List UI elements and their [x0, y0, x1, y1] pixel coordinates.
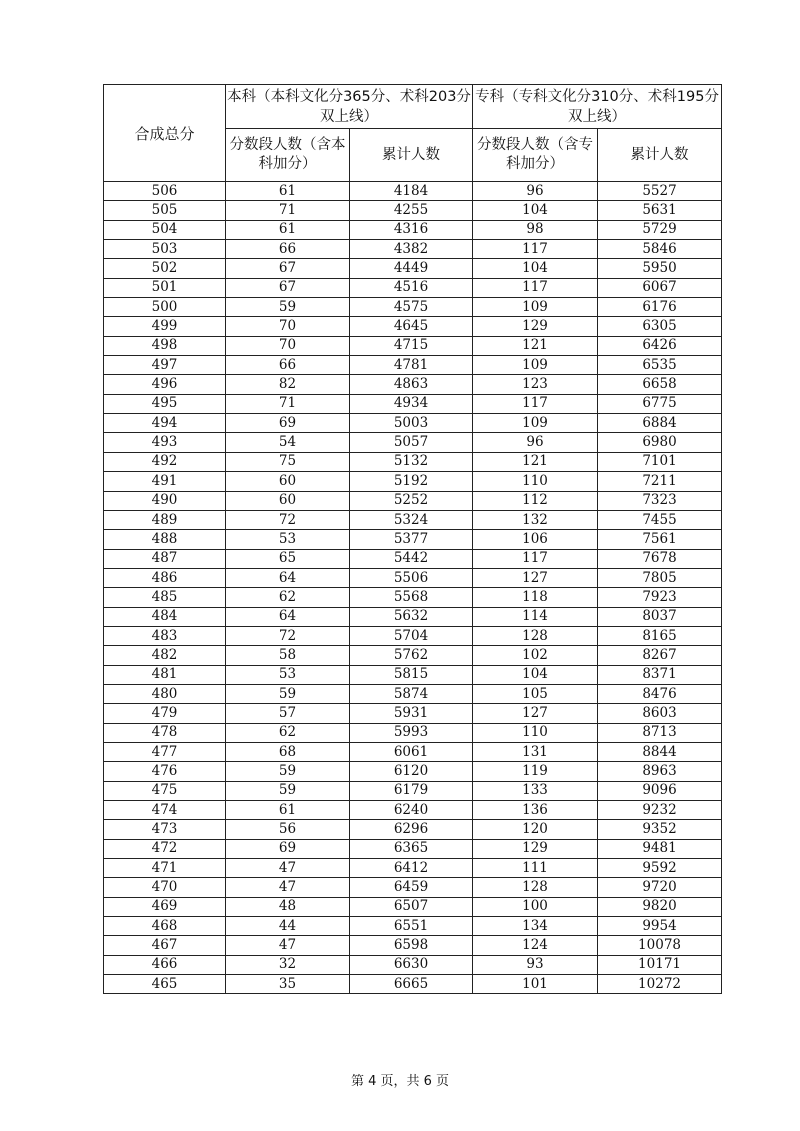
table-row [104, 220, 722, 239]
table-row [104, 491, 722, 510]
junior-college-cumulative-cell: 9481 [598, 839, 722, 858]
page-footer: 第 4 页，共 6 页 [350, 1074, 450, 1089]
junior-college-count-cell: 117 [473, 278, 598, 297]
score-cell: 474 [104, 801, 226, 820]
score-cell: 467 [104, 936, 226, 955]
undergraduate-cumulative-cell: 4575 [350, 298, 473, 317]
undergraduate-count-cell: 59 [226, 684, 350, 703]
undergraduate-count-cell: 47 [226, 859, 350, 878]
junior-college-count-cell: 109 [473, 414, 598, 433]
undergraduate-count-cell: 64 [226, 607, 350, 626]
table-row [104, 607, 722, 626]
undergraduate-count-cell: 47 [226, 936, 350, 955]
junior-college-cumulative-cell: 7678 [598, 549, 722, 568]
score-cell: 485 [104, 588, 226, 607]
undergraduate-cumulative-cell: 4645 [350, 317, 473, 336]
table-row [104, 955, 722, 974]
junior-college-cumulative-cell: 5846 [598, 240, 722, 259]
undergraduate-cumulative-cell: 5874 [350, 684, 473, 703]
junior-college-cumulative-cell: 6067 [598, 278, 722, 297]
junior-college-cumulative-cell: 5527 [598, 182, 722, 201]
junior-college-count-cell: 117 [473, 240, 598, 259]
undergraduate-count-cell: 66 [226, 240, 350, 259]
undergraduate-count-cell: 57 [226, 704, 350, 723]
junior-college-count-cell: 133 [473, 781, 598, 800]
junior-college-cumulative-cell: 10078 [598, 936, 722, 955]
table-row [104, 452, 722, 471]
header-junior-college-count: 分数段人数（含专科加分） [473, 129, 598, 182]
table-row [104, 917, 722, 936]
junior-college-count-cell: 110 [473, 472, 598, 491]
junior-college-cumulative-cell: 8603 [598, 704, 722, 723]
undergraduate-count-cell: 67 [226, 278, 350, 297]
undergraduate-count-cell: 68 [226, 742, 350, 761]
junior-college-count-cell: 127 [473, 568, 598, 587]
junior-college-count-cell: 114 [473, 607, 598, 626]
table-row [104, 568, 722, 587]
undergraduate-cumulative-cell: 6551 [350, 917, 473, 936]
undergraduate-count-cell: 72 [226, 510, 350, 529]
undergraduate-count-cell: 59 [226, 781, 350, 800]
table-row [104, 897, 722, 916]
table-row [104, 394, 722, 413]
table-row [104, 356, 722, 375]
score-cell: 499 [104, 317, 226, 336]
junior-college-cumulative-cell: 9352 [598, 820, 722, 839]
undergraduate-cumulative-cell: 5442 [350, 549, 473, 568]
undergraduate-cumulative-cell: 5003 [350, 414, 473, 433]
score-cell: 472 [104, 839, 226, 858]
table-row [104, 588, 722, 607]
junior-college-cumulative-cell: 5950 [598, 259, 722, 278]
table-row [104, 936, 722, 955]
score-cell: 497 [104, 356, 226, 375]
score-cell: 465 [104, 975, 226, 994]
junior-college-cumulative-cell: 6535 [598, 356, 722, 375]
table-row [104, 684, 722, 703]
score-cell: 482 [104, 646, 226, 665]
undergraduate-cumulative-cell: 5192 [350, 472, 473, 491]
undergraduate-count-cell: 32 [226, 955, 350, 974]
undergraduate-count-cell: 53 [226, 530, 350, 549]
undergraduate-cumulative-cell: 4781 [350, 356, 473, 375]
header-total-score: 合成总分 [104, 85, 226, 182]
score-cell: 494 [104, 414, 226, 433]
table-row [104, 278, 722, 297]
undergraduate-cumulative-cell: 5762 [350, 646, 473, 665]
junior-college-count-cell: 124 [473, 936, 598, 955]
junior-college-count-cell: 132 [473, 510, 598, 529]
junior-college-cumulative-cell: 7805 [598, 568, 722, 587]
undergraduate-count-cell: 61 [226, 220, 350, 239]
score-cell: 493 [104, 433, 226, 452]
junior-college-cumulative-cell: 5729 [598, 220, 722, 239]
table-row [104, 859, 722, 878]
undergraduate-count-cell: 70 [226, 336, 350, 355]
undergraduate-count-cell: 75 [226, 452, 350, 471]
table-row [104, 298, 722, 317]
undergraduate-cumulative-cell: 6459 [350, 878, 473, 897]
junior-college-count-cell: 128 [473, 878, 598, 897]
junior-college-count-cell: 96 [473, 182, 598, 201]
undergraduate-count-cell: 56 [226, 820, 350, 839]
undergraduate-cumulative-cell: 4934 [350, 394, 473, 413]
undergraduate-cumulative-cell: 5993 [350, 723, 473, 742]
score-cell: 473 [104, 820, 226, 839]
junior-college-cumulative-cell: 6176 [598, 298, 722, 317]
junior-college-count-cell: 129 [473, 317, 598, 336]
table-row [104, 317, 722, 336]
score-cell: 504 [104, 220, 226, 239]
undergraduate-count-cell: 64 [226, 568, 350, 587]
junior-college-count-cell: 98 [473, 220, 598, 239]
undergraduate-cumulative-cell: 5931 [350, 704, 473, 723]
table-body [104, 182, 722, 994]
junior-college-cumulative-cell: 9232 [598, 801, 722, 820]
table-row [104, 742, 722, 761]
table-row [104, 201, 722, 220]
undergraduate-count-cell: 69 [226, 839, 350, 858]
junior-college-count-cell: 106 [473, 530, 598, 549]
junior-college-cumulative-cell: 7323 [598, 491, 722, 510]
undergraduate-count-cell: 53 [226, 665, 350, 684]
table-row [104, 259, 722, 278]
score-cell: 505 [104, 201, 226, 220]
junior-college-count-cell: 118 [473, 588, 598, 607]
junior-college-count-cell: 101 [473, 975, 598, 994]
table-row [104, 472, 722, 491]
undergraduate-count-cell: 61 [226, 182, 350, 201]
table-row [104, 646, 722, 665]
score-cell: 489 [104, 510, 226, 529]
table-row [104, 433, 722, 452]
header-undergraduate-cumulative: 累计人数 [350, 129, 473, 182]
table-row [104, 530, 722, 549]
score-cell: 506 [104, 182, 226, 201]
undergraduate-cumulative-cell: 4382 [350, 240, 473, 259]
undergraduate-cumulative-cell: 4316 [350, 220, 473, 239]
undergraduate-cumulative-cell: 4184 [350, 182, 473, 201]
junior-college-cumulative-cell: 9096 [598, 781, 722, 800]
undergraduate-cumulative-cell: 6365 [350, 839, 473, 858]
junior-college-cumulative-cell: 5631 [598, 201, 722, 220]
undergraduate-cumulative-cell: 6061 [350, 742, 473, 761]
undergraduate-count-cell: 65 [226, 549, 350, 568]
score-cell: 498 [104, 336, 226, 355]
score-cell: 471 [104, 859, 226, 878]
score-cell: 496 [104, 375, 226, 394]
junior-college-count-cell: 104 [473, 665, 598, 684]
table-row [104, 801, 722, 820]
undergraduate-cumulative-cell: 4863 [350, 375, 473, 394]
junior-college-cumulative-cell: 6305 [598, 317, 722, 336]
table-row [104, 781, 722, 800]
score-cell: 469 [104, 897, 226, 916]
junior-college-cumulative-cell: 9954 [598, 917, 722, 936]
header-undergraduate-count: 分数段人数（含本科加分） [226, 129, 350, 182]
undergraduate-cumulative-cell: 6630 [350, 955, 473, 974]
table-row [104, 626, 722, 645]
junior-college-cumulative-cell: 8844 [598, 742, 722, 761]
table-row [104, 336, 722, 355]
undergraduate-cumulative-cell: 6296 [350, 820, 473, 839]
junior-college-count-cell: 117 [473, 549, 598, 568]
junior-college-cumulative-cell: 10272 [598, 975, 722, 994]
undergraduate-count-cell: 47 [226, 878, 350, 897]
junior-college-cumulative-cell: 8037 [598, 607, 722, 626]
junior-college-cumulative-cell: 7923 [598, 588, 722, 607]
junior-college-cumulative-cell: 10171 [598, 955, 722, 974]
junior-college-count-cell: 121 [473, 336, 598, 355]
junior-college-cumulative-cell: 8963 [598, 762, 722, 781]
score-cell: 470 [104, 878, 226, 897]
undergraduate-count-cell: 44 [226, 917, 350, 936]
score-cell: 475 [104, 781, 226, 800]
score-table [103, 84, 722, 994]
junior-college-count-cell: 136 [473, 801, 598, 820]
table-row [104, 182, 722, 201]
junior-college-count-cell: 96 [473, 433, 598, 452]
undergraduate-cumulative-cell: 5132 [350, 452, 473, 471]
table-row [104, 975, 722, 994]
score-cell: 490 [104, 491, 226, 510]
junior-college-cumulative-cell: 6884 [598, 414, 722, 433]
junior-college-count-cell: 117 [473, 394, 598, 413]
score-cell: 495 [104, 394, 226, 413]
table-row [104, 704, 722, 723]
table-row [104, 240, 722, 259]
undergraduate-count-cell: 62 [226, 588, 350, 607]
undergraduate-count-cell: 58 [226, 646, 350, 665]
score-cell: 500 [104, 298, 226, 317]
junior-college-count-cell: 127 [473, 704, 598, 723]
junior-college-cumulative-cell: 8267 [598, 646, 722, 665]
junior-college-count-cell: 123 [473, 375, 598, 394]
junior-college-cumulative-cell: 7101 [598, 452, 722, 471]
score-cell: 484 [104, 607, 226, 626]
undergraduate-cumulative-cell: 4255 [350, 201, 473, 220]
junior-college-count-cell: 109 [473, 356, 598, 375]
junior-college-count-cell: 119 [473, 762, 598, 781]
junior-college-count-cell: 110 [473, 723, 598, 742]
undergraduate-count-cell: 72 [226, 626, 350, 645]
undergraduate-cumulative-cell: 5377 [350, 530, 473, 549]
undergraduate-count-cell: 70 [226, 317, 350, 336]
score-cell: 478 [104, 723, 226, 742]
undergraduate-cumulative-cell: 5057 [350, 433, 473, 452]
junior-college-count-cell: 134 [473, 917, 598, 936]
table-row [104, 375, 722, 394]
header-junior-college-cumulative: 累计人数 [598, 129, 722, 182]
undergraduate-count-cell: 71 [226, 394, 350, 413]
undergraduate-cumulative-cell: 6240 [350, 801, 473, 820]
table-row [104, 878, 722, 897]
table-row [104, 414, 722, 433]
junior-college-count-cell: 121 [473, 452, 598, 471]
table-row [104, 839, 722, 858]
table-row [104, 665, 722, 684]
undergraduate-count-cell: 69 [226, 414, 350, 433]
junior-college-cumulative-cell: 7561 [598, 530, 722, 549]
undergraduate-cumulative-cell: 5324 [350, 510, 473, 529]
score-cell: 487 [104, 549, 226, 568]
undergraduate-cumulative-cell: 5815 [350, 665, 473, 684]
junior-college-count-cell: 111 [473, 859, 598, 878]
junior-college-count-cell: 102 [473, 646, 598, 665]
junior-college-count-cell: 105 [473, 684, 598, 703]
undergraduate-cumulative-cell: 4449 [350, 259, 473, 278]
junior-college-count-cell: 120 [473, 820, 598, 839]
undergraduate-cumulative-cell: 4516 [350, 278, 473, 297]
undergraduate-count-cell: 61 [226, 801, 350, 820]
table-row [104, 820, 722, 839]
undergraduate-count-cell: 54 [226, 433, 350, 452]
undergraduate-cumulative-cell: 5252 [350, 491, 473, 510]
junior-college-count-cell: 109 [473, 298, 598, 317]
undergraduate-count-cell: 62 [226, 723, 350, 742]
score-cell: 466 [104, 955, 226, 974]
junior-college-count-cell: 100 [473, 897, 598, 916]
score-cell: 501 [104, 278, 226, 297]
junior-college-cumulative-cell: 6775 [598, 394, 722, 413]
score-cell: 477 [104, 742, 226, 761]
undergraduate-count-cell: 35 [226, 975, 350, 994]
undergraduate-count-cell: 71 [226, 201, 350, 220]
score-cell: 468 [104, 917, 226, 936]
junior-college-cumulative-cell: 6980 [598, 433, 722, 452]
score-cell: 480 [104, 684, 226, 703]
header-undergraduate-group: 本科（本科文化分365分、术科203分双上线） [226, 85, 473, 129]
undergraduate-count-cell: 59 [226, 298, 350, 317]
score-cell: 488 [104, 530, 226, 549]
junior-college-count-cell: 129 [473, 839, 598, 858]
junior-college-count-cell: 104 [473, 259, 598, 278]
undergraduate-count-cell: 67 [226, 259, 350, 278]
score-cell: 476 [104, 762, 226, 781]
junior-college-cumulative-cell: 6658 [598, 375, 722, 394]
undergraduate-cumulative-cell: 6665 [350, 975, 473, 994]
junior-college-count-cell: 131 [473, 742, 598, 761]
undergraduate-count-cell: 60 [226, 491, 350, 510]
undergraduate-count-cell: 48 [226, 897, 350, 916]
score-cell: 486 [104, 568, 226, 587]
junior-college-cumulative-cell: 6426 [598, 336, 722, 355]
junior-college-count-cell: 112 [473, 491, 598, 510]
table-row [104, 723, 722, 742]
score-cell: 481 [104, 665, 226, 684]
undergraduate-cumulative-cell: 6179 [350, 781, 473, 800]
undergraduate-cumulative-cell: 6412 [350, 859, 473, 878]
table-row [104, 510, 722, 529]
score-cell: 492 [104, 452, 226, 471]
junior-college-count-cell: 128 [473, 626, 598, 645]
score-cell: 491 [104, 472, 226, 491]
header-junior-college-group: 专科（专科文化分310分、术科195分双上线） [473, 85, 722, 129]
undergraduate-cumulative-cell: 6120 [350, 762, 473, 781]
junior-college-cumulative-cell: 9592 [598, 859, 722, 878]
undergraduate-cumulative-cell: 5704 [350, 626, 473, 645]
score-cell: 479 [104, 704, 226, 723]
score-cell: 502 [104, 259, 226, 278]
undergraduate-cumulative-cell: 5506 [350, 568, 473, 587]
junior-college-cumulative-cell: 8476 [598, 684, 722, 703]
table-row [104, 762, 722, 781]
undergraduate-cumulative-cell: 6507 [350, 897, 473, 916]
junior-college-cumulative-cell: 9820 [598, 897, 722, 916]
junior-college-cumulative-cell: 8165 [598, 626, 722, 645]
junior-college-cumulative-cell: 7211 [598, 472, 722, 491]
score-cell: 503 [104, 240, 226, 259]
junior-college-cumulative-cell: 9720 [598, 878, 722, 897]
undergraduate-cumulative-cell: 5632 [350, 607, 473, 626]
undergraduate-count-cell: 66 [226, 356, 350, 375]
junior-college-cumulative-cell: 8713 [598, 723, 722, 742]
junior-college-count-cell: 104 [473, 201, 598, 220]
undergraduate-count-cell: 59 [226, 762, 350, 781]
undergraduate-count-cell: 82 [226, 375, 350, 394]
score-cell: 483 [104, 626, 226, 645]
junior-college-cumulative-cell: 8371 [598, 665, 722, 684]
undergraduate-cumulative-cell: 5568 [350, 588, 473, 607]
undergraduate-count-cell: 60 [226, 472, 350, 491]
table-row [104, 549, 722, 568]
undergraduate-cumulative-cell: 4715 [350, 336, 473, 355]
junior-college-count-cell: 93 [473, 955, 598, 974]
undergraduate-cumulative-cell: 6598 [350, 936, 473, 955]
junior-college-cumulative-cell: 7455 [598, 510, 722, 529]
